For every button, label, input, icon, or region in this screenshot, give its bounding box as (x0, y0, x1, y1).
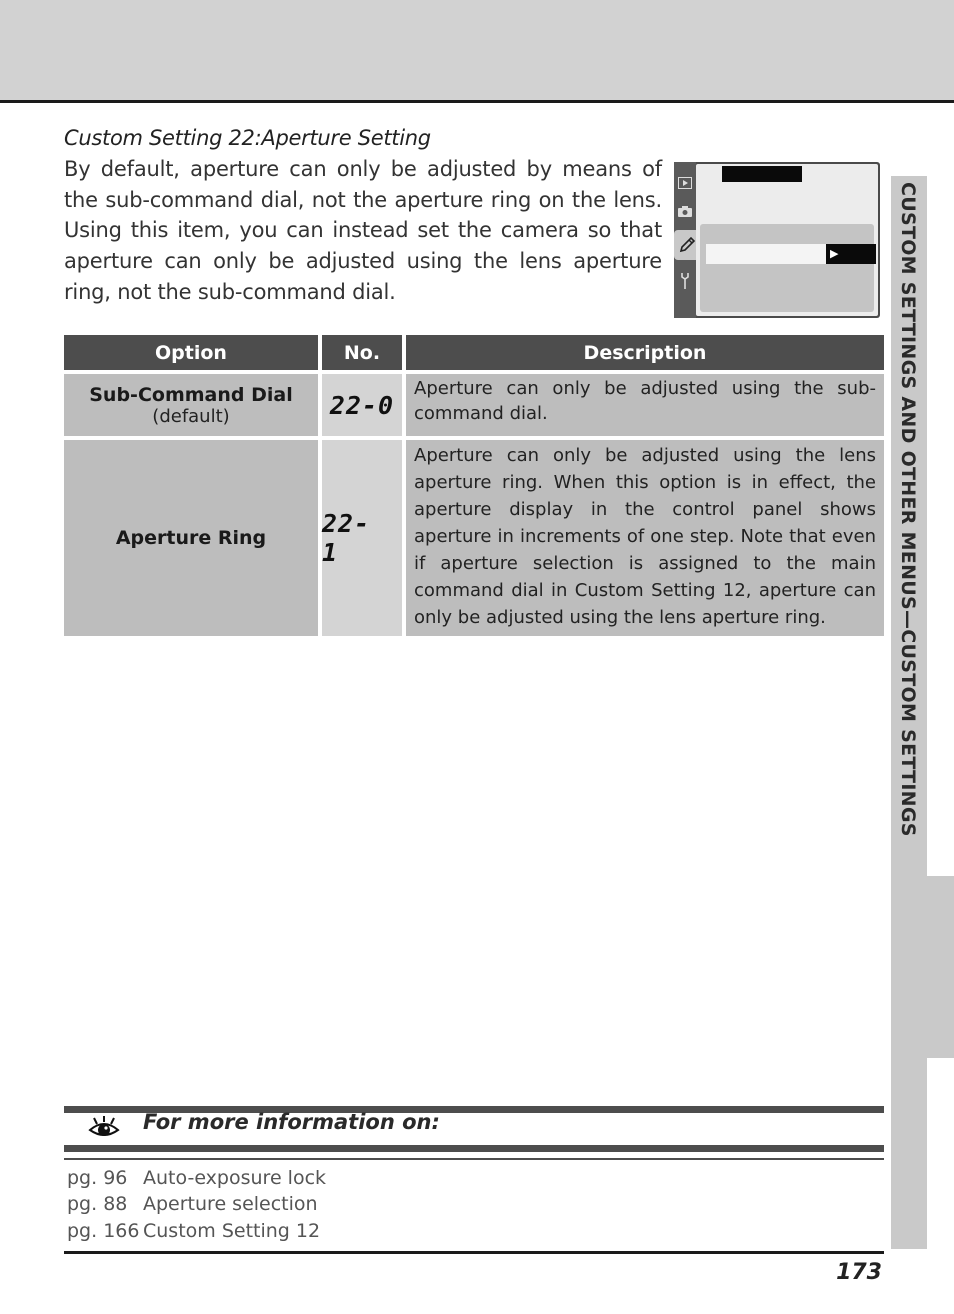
info-bottom-rule-thin (64, 1158, 884, 1160)
table-row-2-code: 22- 1 (322, 440, 402, 636)
footer-rule (64, 1251, 884, 1254)
table-row-2-description (406, 440, 884, 636)
table-row-1-option (64, 374, 318, 436)
description-text: Aperture can only be adjusted using the lens aperture ring. When this option is in effect, the aperture display in the control panel shows aperture in increments of one step. Note that even if aperture selection is assigned to the main command dial in Custom Setting 12, aperture can only be adjusted using the lens aperture ring. (414, 445, 876, 628)
side-thumb-index (927, 876, 954, 1058)
wrench-icon (676, 272, 694, 290)
header-description: Description (406, 335, 884, 370)
reference-topic: Auto-exposure lock (143, 1167, 327, 1189)
camera-menu-illustration (674, 162, 880, 318)
reference-item (67, 1193, 318, 1215)
menu-value-arrow: ▶ (826, 244, 876, 264)
table-row-1-description (406, 374, 884, 436)
section-title: Custom Setting 22:Aperture Setting (64, 126, 431, 150)
reference-page: pg. 96 (67, 1167, 128, 1189)
menu-screen (696, 164, 878, 316)
side-tab-label: CUSTOM SETTINGS AND OTHER MENUS—CUSTOM SETTINGS (897, 182, 919, 837)
eye-icon (88, 1116, 120, 1142)
table-row-2-option (64, 440, 318, 636)
header-rule (0, 100, 954, 103)
reference-item (67, 1167, 326, 1189)
reference-page: pg. 166 (67, 1220, 140, 1242)
info-heading: For more information on: (143, 1110, 440, 1134)
page-number: 173 (836, 1260, 882, 1285)
description-text: Aperture can only be adjusted using the sub-command dial. (414, 378, 876, 424)
option-default-note: (default) (152, 405, 230, 427)
option-name: Aperture Ring (115, 527, 267, 549)
header-option: Option (64, 335, 318, 370)
menu-highlight-row (706, 244, 826, 264)
header-number: No. (322, 335, 402, 370)
menu-title-bar (722, 166, 802, 182)
reference-topic: Custom Setting 12 (143, 1220, 321, 1242)
menu-tab-strip (674, 162, 696, 318)
menu-options-panel (700, 224, 874, 312)
reference-topic: Aperture selection (143, 1193, 318, 1215)
play-icon (676, 174, 694, 192)
option-name: Sub-Command Dial (89, 383, 293, 406)
table-row-1-code: 22-0 (322, 374, 402, 436)
reference-page: pg. 88 (67, 1193, 128, 1215)
reference-item (67, 1220, 320, 1242)
camera-icon (676, 202, 694, 220)
header-band (0, 0, 954, 100)
intro-paragraph: By default, aperture can only be adjusted by means of the sub-command dial, not the aperture ring on the lens. Using this item, you can instead set the camera so that aperture can only be adjusted using the lens aperture ring, not the sub-command dial. (64, 157, 662, 304)
info-bottom-rule (64, 1145, 884, 1152)
